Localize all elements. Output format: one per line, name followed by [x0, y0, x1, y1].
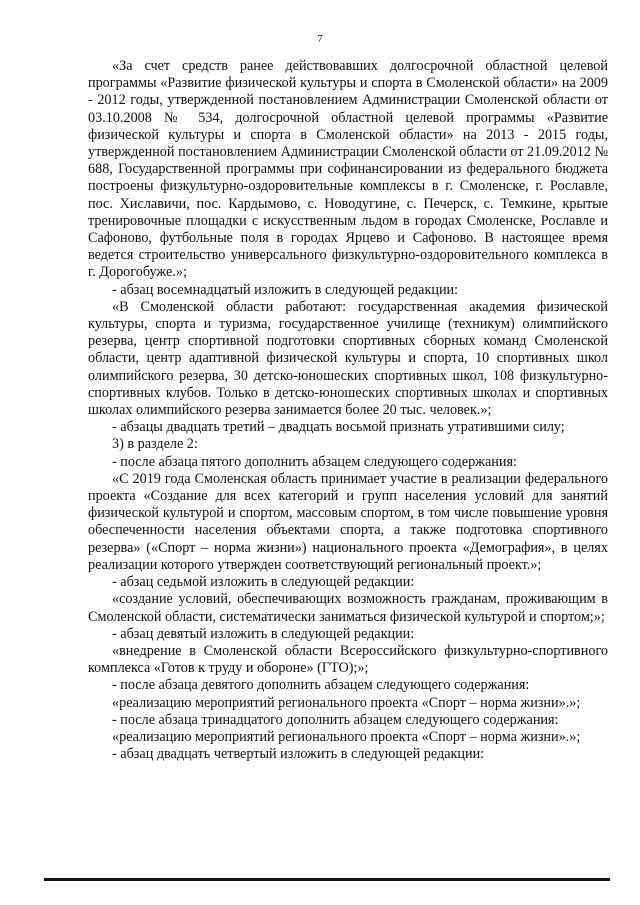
paragraph-instruction-24th: - абзац двадцать четвертый изложить в следующей редакции: [112, 746, 485, 763]
page-number: 7 [317, 33, 323, 45]
paragraph-regional-project-quote-2: «реализацию мероприятий регионального проекта «Спорт – норма жизни».»; [112, 728, 581, 745]
paragraph-federal-project-quote: «С 2019 года Смоленская область принимает участие в реализации федерального проекта «Создание для всех категорий и групп населения условий для занятий физической культурой и спортом, массовым спортом, в том числе повышение уровня обеспеченности населения объектами спорта, а также подготовка спортивного резерва» («Спорт – норма жизни») национального проекта «Демография», в целях реализации которого утвержден соответствующий региональный проект.»; [88, 470, 608, 573]
paragraph-sports-institutions-quote: «В Смоленской области работают: государственная академия физической культуры, спорта и туризма, государственное училище (техникум) олимпийского резерва, центр спортивной подготовки спортивных сборных команд Смоленской области, центр адаптивной физической культуры и спорта, 10 спортивных школ олимпийского резерва, 30 детско-юношеских спортивных школ, 108 физкультурно-спортивных клубов. Только в детско-юношеских спортивных школах и спортивных школах олимпийского резерва занимается более 20 тыс. человек.»; [88, 298, 608, 419]
paragraph-instruction-after-9th: - после абзаца девятого дополнить абзацем следующего содержания: [112, 677, 530, 694]
paragraph-instruction-9th: - абзац девятый изложить в следующей редакции: [112, 625, 415, 642]
paragraph-instruction-23-28-void: - абзацы двадцать третий – двадцать восьмой признать утратившими силу; [112, 419, 565, 436]
paragraph-instruction-after-5th: - после абзаца пятого дополнить абзацем следующего содержания: [112, 453, 517, 470]
paragraph-instruction-18th: - абзац восемнадцатый изложить в следующей редакции: [112, 281, 459, 298]
paragraph-conditions-quote: «создание условий, обеспечивающих возможность гражданам, проживающим в Смоленской области, систематически заниматься физической культурой и спортом;»; [88, 591, 608, 625]
paragraph-instruction-after-13th: - после абзаца тринадцатого дополнить абзацем следующего содержания: [112, 711, 559, 728]
paragraph-section-2-heading: 3) в разделе 2: [112, 436, 198, 453]
paragraph-gto-quote: «внедрение в Смоленской области Всероссийского физкультурно-спортивного комплекса «Готов к труду и обороне» (ГТО);»; [88, 642, 608, 677]
paragraph-regional-project-quote-1: «реализацию мероприятий регионального проекта «Спорт – норма жизни».»; [112, 694, 581, 711]
document-body [88, 58, 608, 763]
footer-rule [44, 878, 610, 881]
paragraph-sports-facilities-quote: «За счет средств ранее действовавших долгосрочной областной целевой программы «Развитие физической культуры и спорта в Смоленской области» на 2009 - 2012 годы, утвержденной постановлением Администрации Смоленской области от 03.10.2008 № 534, долгосрочной областной целевой программы «Развитие физической культуры и спорта в Смоленской области» на 2013 - 2015 годы, утвержденной постановлением Администрации Смоленской области от 21.09.2012 № 688, Государственной программы при софинансировании из федерального бюджета построены физкультурно-оздоровительные комплексы в г. Смоленске, г. Рославле, пос. Хиславичи, пос. Кардымово, с. Новодугине, с. Печерск, с. Темкине, крытые тренировочные площадки с искусственным льдом в городах Смоленске, Рославле и Сафоново, футбольные поля в городах Ярцево и Сафоново. В настоящее время ведется строительство универсального физкультурно-оздоровительного комплекса в г. Дорогобуже.»; [88, 58, 608, 281]
paragraph-instruction-7th: - абзац седьмой изложить в следующей редакции: [112, 574, 415, 591]
